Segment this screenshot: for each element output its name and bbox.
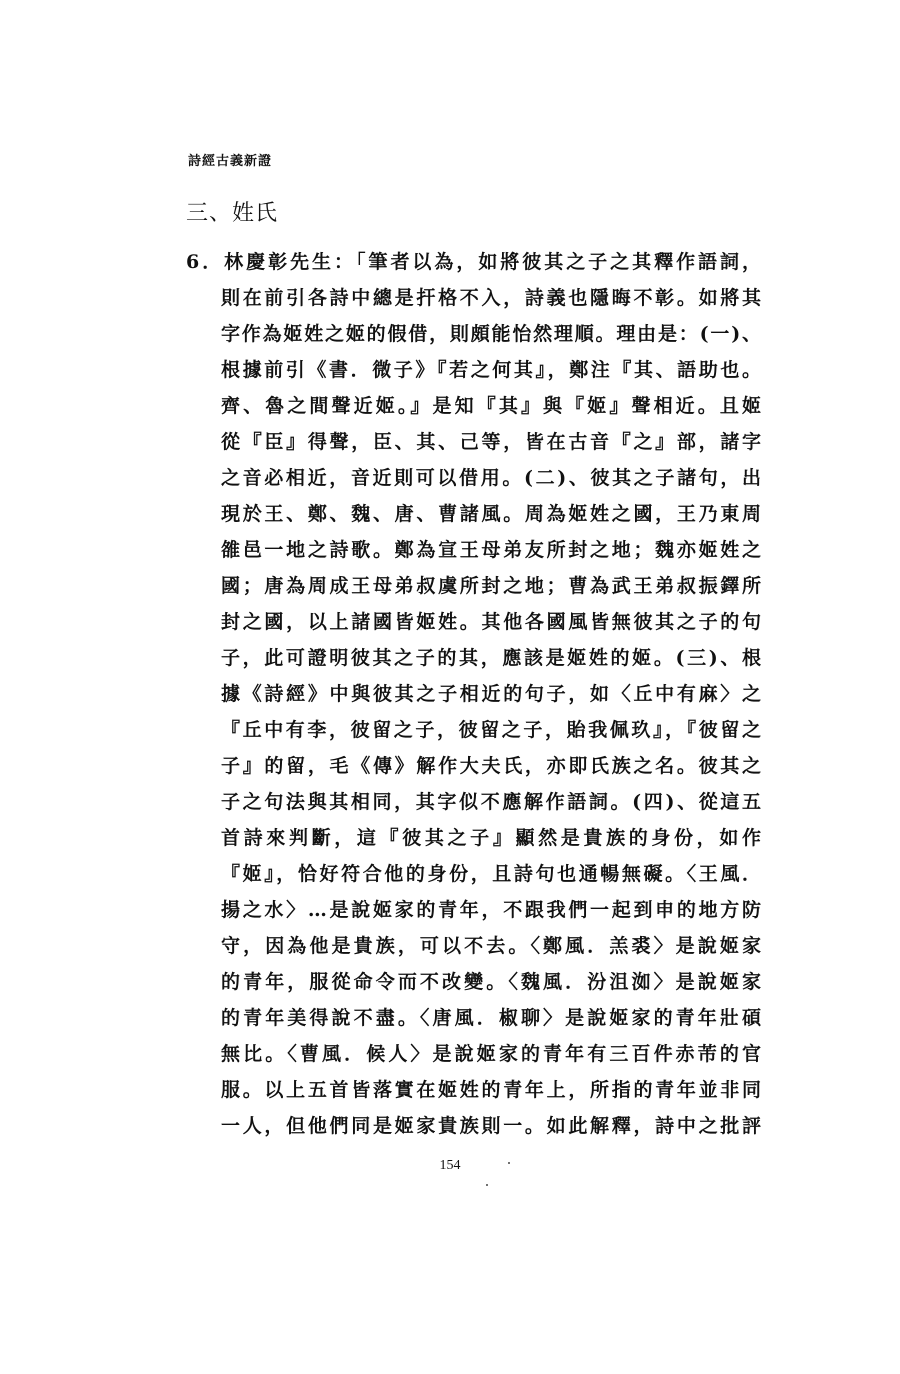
page-number: 154 [439, 1158, 461, 1173]
text-line: 字作為姬姓之姬的假借，則頗能怡然理順。理由是：(一)、 [221, 323, 761, 345]
scan-speck [508, 1162, 510, 1164]
text-line: 子』的留，毛《傳》解作大夫氏，亦即氏族之名。彼其之 [221, 755, 761, 777]
text-line: 服。以上五首皆落實在姬姓的青年上，所指的青年並非同 [221, 1079, 761, 1101]
text-line: 6．林慶彰先生：「筆者以為，如將彼其之子之其釋作語詞， [186, 251, 761, 273]
text-line: 從『臣』得聲，臣、其、己等，皆在古音『之』部，諸字 [221, 431, 761, 453]
text-line: 據《詩經》中與彼其之子相近的句子，如〈丘中有麻〉之 [221, 683, 761, 705]
text-line: 子之句法與其相同，其字似不應解作語詞。(四)、從這五 [221, 791, 761, 813]
text-line: 的青年美得說不盡。〈唐風．椒聊〉是說姬家的青年壯碩 [221, 1007, 761, 1029]
text-line: 封之國，以上諸國皆姬姓。其他各國風皆無彼其之子的句 [221, 611, 761, 633]
text-line: 根據前引《書．微子》『若之何其』，鄭注『其、語助也。 [221, 359, 761, 381]
scan-speck [486, 1184, 488, 1186]
running-header: 詩經古義新證 [188, 154, 273, 169]
text-line: 首詩來判斷，這『彼其之子』顯然是貴族的身份，如作 [221, 827, 761, 849]
text-line: 無比。〈曹風．候人〉是說姬家的青年有三百件赤芾的官 [221, 1043, 761, 1065]
text-line: 國；唐為周成王母弟叔虞所封之地；曹為武王弟叔振鐸所 [221, 575, 761, 597]
text-line: 『丘中有李，彼留之子，彼留之子，貽我佩玖』，『彼留之 [221, 719, 761, 741]
text-line: 齊、魯之間聲近姬。』是知『其』與『姬』聲相近。且姬 [221, 395, 761, 417]
text-line: 子，此可證明彼其之子的其，應該是姬姓的姬。(三)、根 [221, 647, 761, 669]
text-line: 的青年，服從命令而不改變。〈魏風．汾沮洳〉是說姬家 [221, 971, 761, 993]
text-line: 之音必相近，音近則可以借用。(二)、彼其之子諸句，出 [221, 467, 761, 489]
text-line: 『姬』，恰好符合他的身份，且詩句也通暢無礙。〈王風． [221, 863, 761, 885]
text-line: 揚之水〉…是說姬家的青年，不跟我們一起到申的地方防 [221, 899, 761, 921]
text-line: 現於王、鄭、魏、唐、曹諸風。周為姬姓之國，王乃東周 [221, 503, 761, 525]
text-line: 一人，但他們同是姬家貴族則一。如此解釋，詩中之批評 [221, 1115, 761, 1137]
section-heading: 三、姓氏 [186, 201, 279, 226]
text-line: 則在前引各詩中總是扞格不入，詩義也隱晦不彰。如將其 [221, 287, 761, 309]
text-line: 雒邑一地之詩歌。鄭為宣王母弟友所封之地；魏亦姬姓之 [221, 539, 761, 561]
text-line: 守，因為他是貴族，可以不去。〈鄭風．羔裘〉是說姬家 [221, 935, 761, 957]
